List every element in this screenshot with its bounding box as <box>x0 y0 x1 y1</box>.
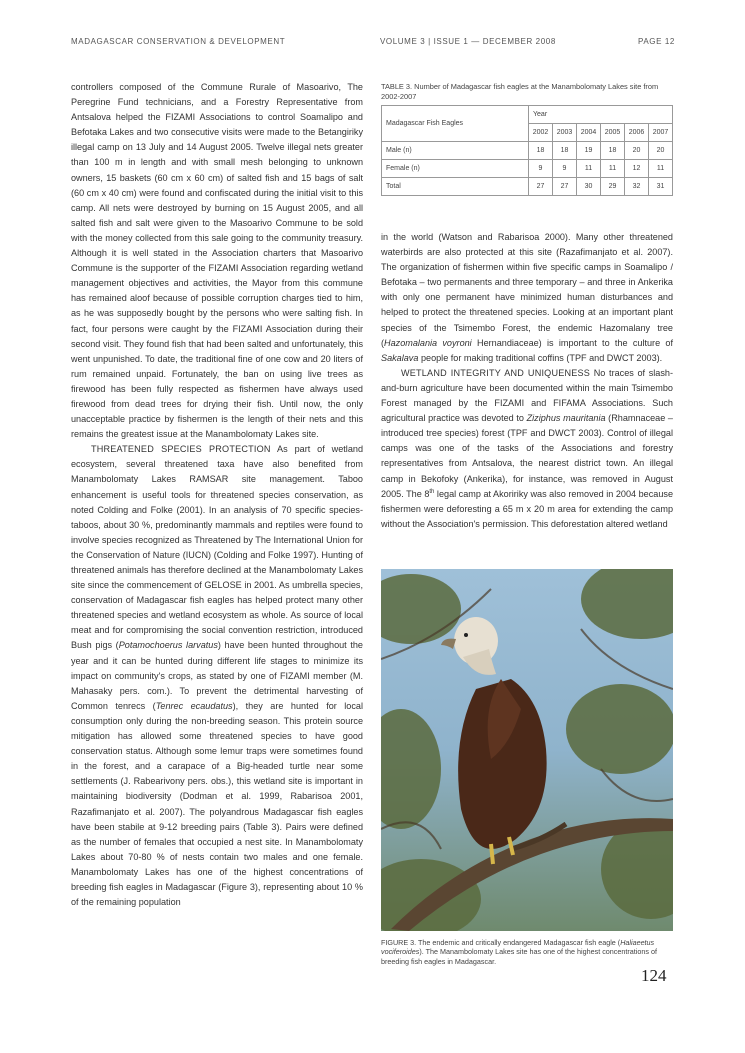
eagle-count-table <box>381 105 673 196</box>
section-heading: WETLAND INTEGRITY AND UNIQUENESS <box>401 367 591 378</box>
table-row <box>382 178 673 196</box>
issue-info: VOLUME 3 | ISSUE 1 — DECEMBER 2008 <box>380 37 556 46</box>
table-cell: 2006 <box>625 124 649 142</box>
page-label: PAGE 12 <box>638 37 675 46</box>
page-number: 124 <box>641 966 667 985</box>
table-year-label: Year <box>529 106 673 124</box>
table-cell: 12 <box>625 160 649 178</box>
table-row <box>382 142 673 160</box>
table-row <box>382 160 673 178</box>
table-cell: Total <box>382 178 529 196</box>
table-cell: 2004 <box>577 124 601 142</box>
table-cell: 2007 <box>649 124 673 142</box>
table-cell: 32 <box>625 178 649 196</box>
paragraph: WETLAND INTEGRITY AND UNIQUENESS No traces of slash-and-burn agriculture have been documented within the main Tsimembo Forest managed by the FIZAMI and FIFAMA Associations. Such agricultural practice was devoted to Ziziphus mauritania (Rhamnaceae – introduced tree species) forest (TPF and DWCT 2003). Control of illegal camps was one of the tasks of the Associations and forestry representatives from Antsalova, the nearest district town. An illegal camp in Bekofoky (Ankerika), for instance, was removed in August 2005. The 8th legal camp at Akoririky was also removed in 2004 because fishermen were deforesting a 65 m x 20 m area for extending the camp without the Association's permission. This deforestation altered wetland <box>381 367 674 529</box>
table-cell: 20 <box>649 142 673 160</box>
table-caption: TABLE 3. Number of Madagascar fish eagles at the Manambolomaty Lakes site from 2002-2007 <box>381 82 659 101</box>
table-cell: 2003 <box>553 124 577 142</box>
table-cell: 9 <box>553 160 577 178</box>
table-cell: 11 <box>577 160 601 178</box>
table-cell: 27 <box>529 178 553 196</box>
table-cell: 9 <box>529 160 553 178</box>
table-cell: 2005 <box>601 124 625 142</box>
section-heading: THREATENED SPECIES PROTECTION <box>91 444 271 455</box>
table-cell: 11 <box>649 160 673 178</box>
table-cell: 2002 <box>529 124 553 142</box>
table-cell: 27 <box>553 178 577 196</box>
table-cell: 19 <box>577 142 601 160</box>
figure-caption: FIGURE 3. The endemic and critically endangered Madagascar fish eagle (Haliaeetus vociferoides). The Manambolomaty Lakes site has one of the highest concentrations of breeding fish eagles in Madagascar. <box>381 938 657 966</box>
table-cell: 18 <box>529 142 553 160</box>
table-cell: 20 <box>625 142 649 160</box>
table-cell: 18 <box>553 142 577 160</box>
table-cell: 11 <box>601 160 625 178</box>
table-row-header: Madagascar Fish Eagles <box>382 106 529 142</box>
left-column <box>71 80 363 910</box>
right-column <box>381 230 673 532</box>
table-cell: Male (n) <box>382 142 529 160</box>
table-cell: 30 <box>577 178 601 196</box>
paragraph: THREATENED SPECIES PROTECTION As part of wetland ecosystem, several threatened taxa have also benefited from Manambolomaty Lakes RAMSAR site management. Taboo enhancement is useful tools for threatened species conservation, as noted Colding and Folke (2001). In an analysis of 70 specific species-taboos, about 30 %, predominantly mammals and reptiles were found to involve species recognized as Threatened by The International Union for the Conservation of Nature (IUCN) (Colding and Folke 1997). Hunting of threatened animals has therefore declined at the Manambolomaty Lakes site since the commencement of GELOSE in 2001. As umbrella species, conservation of Madagascar fish eagles has helped protect many other threatened species and wetland ecosystem as whole. As source of local meat and for compromising the social convention restriction, introduced Bush pigs (Potamochoerus larvatus) have been hunted throughout the year and it can be hunted during different life stages to minimize its impact on community's crops, as stated by one of FIZAMI member (M. Mahasaky pers. com.). To prevent the detrimental harvesting of Common tenrecs (Tenrec ecaudatus), they are hunted for local consumption only during the non-breeding season. This protein source mitigation has allowed some threatened species to have good conservation status. Although some lemur traps were sometimes found in the forest, and a carapace of a Big-headed turtle near some settlements (J. Rabearivony pers. obs.), this wetland site is important in maintaining biodiversity (Dodman et al. 1999, Rabarisoa 2001, Razafimanjato et al. 2007). The polyandrous Madagascar fish eagles have been stabile at 9-12 breeding pairs (Table 3). Pairs were defined as the number of females that occupied a nest site. In Manambolomaty Lakes about 70-80 % of nests contain two males and one female. Manambolomaty Lakes has one of the highest concentrations of breeding fish eagles in Madagascar (Figure 3), representing about 10 % of the remaining population <box>71 444 363 908</box>
fish-eagle-photo <box>381 569 673 931</box>
table-cell: Female (n) <box>382 160 529 178</box>
journal-title: MADAGASCAR CONSERVATION & DEVELOPMENT <box>71 37 286 46</box>
paragraph: controllers composed of the Commune Rurale of Masoarivo, The Peregrine Fund technicians, and a Forestry Representative from Antsalova helped the FIZAMI Associations to control Soamalipo and Befotaka Lakes and two consecutive visits were made to the Betangiriky illegal camp on 13 July and 14 August 2005. Twelve illegal nets greater than 100 m in length and with small mesh belonging to unknown owners, 15 baskets (60 cm x 60 cm) of salted fish and 15 bags of salt (60 cm x 40 cm) were found and confiscated during the initial visit to this camp. All nets were destroyed by burning on 15 August 2005, and all salted fish and salt were given to the Masoarivo Commune to be sold with the money collected from this sale going to the community treasury. Although it is well stated in the Association charters that Masoarivo Commune is the supporter of the FIZAMI Association regarding wetland management objectives and activities, the Mayor from this commune has remained aloof because of possible corruption charges tied to him, as he was supposedly bought by the persons who were salting fish. In fact, four persons were caught by the FIZAMI Association during their second visit. They found fish that had been salted and unfortunately, this went unpunished. To date, the traditional fine of one cow and 20 liters of rum remained unpaid. Fortunately, the ban on using live trees as firewood has been fully respected as fishermen have always used firewood from dead trees for drying their fish. Until now, the only unacceptable practice by fishermen is the length of their nets and this remains the greatest issue at the Manambolomaty Lakes site. <box>71 82 363 440</box>
paragraph: in the world (Watson and Rabarisoa 2000). Many other threatened waterbirds are also protected at this site (Razafimanjato et al. 2007). The organization of fishermen within five specific camps in Soamalipo / Befotaka – two permanents and three temporary – and three in Ankerika with only one permanent have minimized human disturbances and helped to protect the threatened species. Looking at an important plant species of the Tsimembo Forest, the endemic Hazomalany tree (Hazomalania voyroni Hernandiaceae) is important to the culture of Sakalava people for making traditional coffins (TPF and DWCT 2003). <box>381 232 673 363</box>
table-cell: 29 <box>601 178 625 196</box>
table-cell: 31 <box>649 178 673 196</box>
table-cell: 18 <box>601 142 625 160</box>
